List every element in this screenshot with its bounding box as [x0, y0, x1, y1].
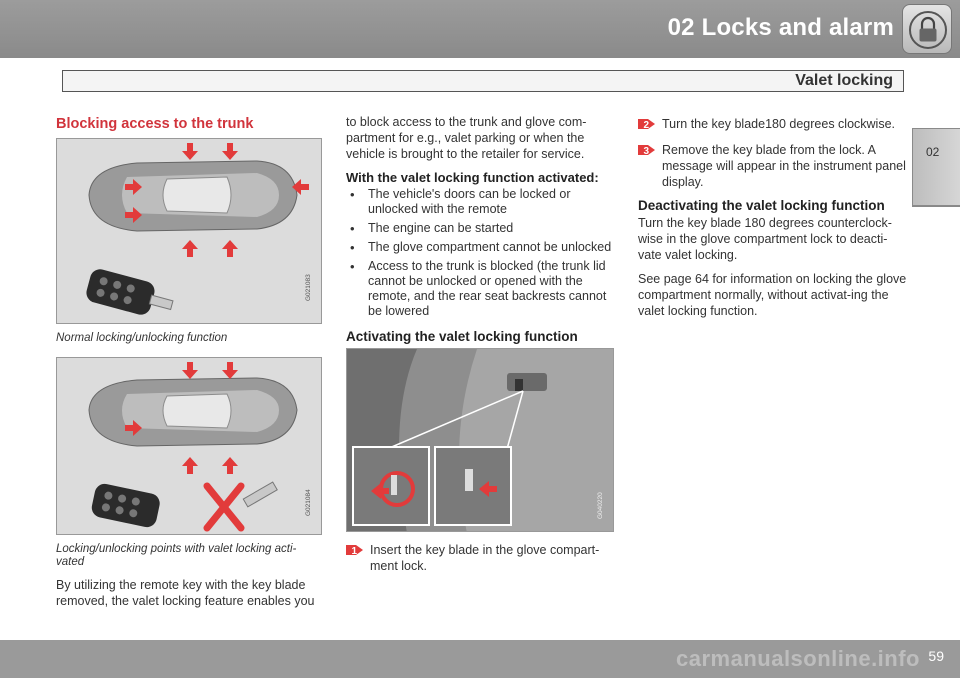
list-item: • The vehicle's doors can be locked or unlocked with the remote — [346, 187, 614, 217]
step-2-arrow-icon — [638, 117, 656, 131]
heading-blocking-trunk: Blocking access to the trunk — [56, 116, 254, 132]
step-1-text: Insert the key blade in the glove compart-ment lock. — [370, 543, 600, 573]
step-1 — [346, 542, 614, 574]
figure-normal-locking — [56, 138, 322, 324]
step-3-text: Remove the key blade from the lock. A message will appear in the instrument panel display. — [662, 143, 906, 189]
heading-activating: Activating the valet locking function — [346, 329, 578, 344]
see-page-paragraph: See page 64 for information on locking the glove compartment normally, without activat-ing the valet locking function. — [638, 272, 907, 318]
list-item: • The glove compartment cannot be unlocked — [346, 240, 614, 255]
caption-valet-locking: Locking/unlocking points with valet locking acti-vated — [56, 543, 297, 568]
svg-text:3: 3 — [643, 146, 650, 157]
deactivating-paragraph: Turn the key blade 180 degrees counterclock-wise in the glove compartment lock to deacti-vate valet locking. — [638, 216, 892, 262]
column-1 — [56, 116, 322, 609]
figure-code: G040220 — [597, 492, 604, 519]
header-bar — [0, 0, 960, 58]
step-1-arrow-icon — [346, 543, 364, 557]
figure-code: G021083 — [305, 274, 312, 301]
heading-function-activated: With the valet locking function activated: — [346, 170, 599, 185]
intro-paragraph: By utilizing the remote key with the key blade removed, the valet locking feature enables you — [56, 578, 315, 608]
caption-normal-locking: Normal locking/unlocking function — [56, 332, 228, 344]
column-2 — [346, 114, 614, 582]
watermark: carmanualsonline.info — [676, 646, 920, 671]
padlock-icon — [902, 4, 952, 54]
section-strip — [62, 70, 904, 92]
side-tab-divider — [912, 206, 960, 207]
step-3 — [638, 142, 910, 190]
list-item: • Access to the trunk is blocked (the trunk lid cannot be unlocked or opened with the remote, and the rear seat backrests cannot be lowered — [346, 259, 614, 319]
figure-glove-compartment — [346, 348, 614, 532]
side-tab-label: 02 — [926, 145, 940, 159]
figure-code: G021084 — [305, 489, 312, 516]
chapter-title: 02 Locks and alarm — [667, 14, 894, 41]
list-item: • The engine can be started — [346, 221, 614, 236]
heading-deactivating: Deactivating the valet locking function — [638, 198, 885, 213]
step-2-text: Turn the key blade180 degrees clockwise. — [662, 117, 896, 131]
footer-bar — [0, 640, 960, 678]
column-3 — [638, 114, 910, 319]
step-2 — [638, 116, 910, 132]
activated-bullet-list — [346, 187, 614, 319]
continued-paragraph: to block access to the trunk and glove com-partment for e.g., valet parking or when the vehicle is brought to the retailer for service. — [346, 115, 587, 161]
svg-text:1: 1 — [351, 546, 358, 557]
figure-valet-locking — [56, 357, 322, 535]
chapter-side-tab — [912, 128, 960, 206]
svg-text:2: 2 — [643, 120, 650, 131]
page-number: 59 — [928, 648, 944, 664]
section-title: Valet locking — [795, 72, 893, 89]
step-3-arrow-icon — [638, 143, 656, 157]
